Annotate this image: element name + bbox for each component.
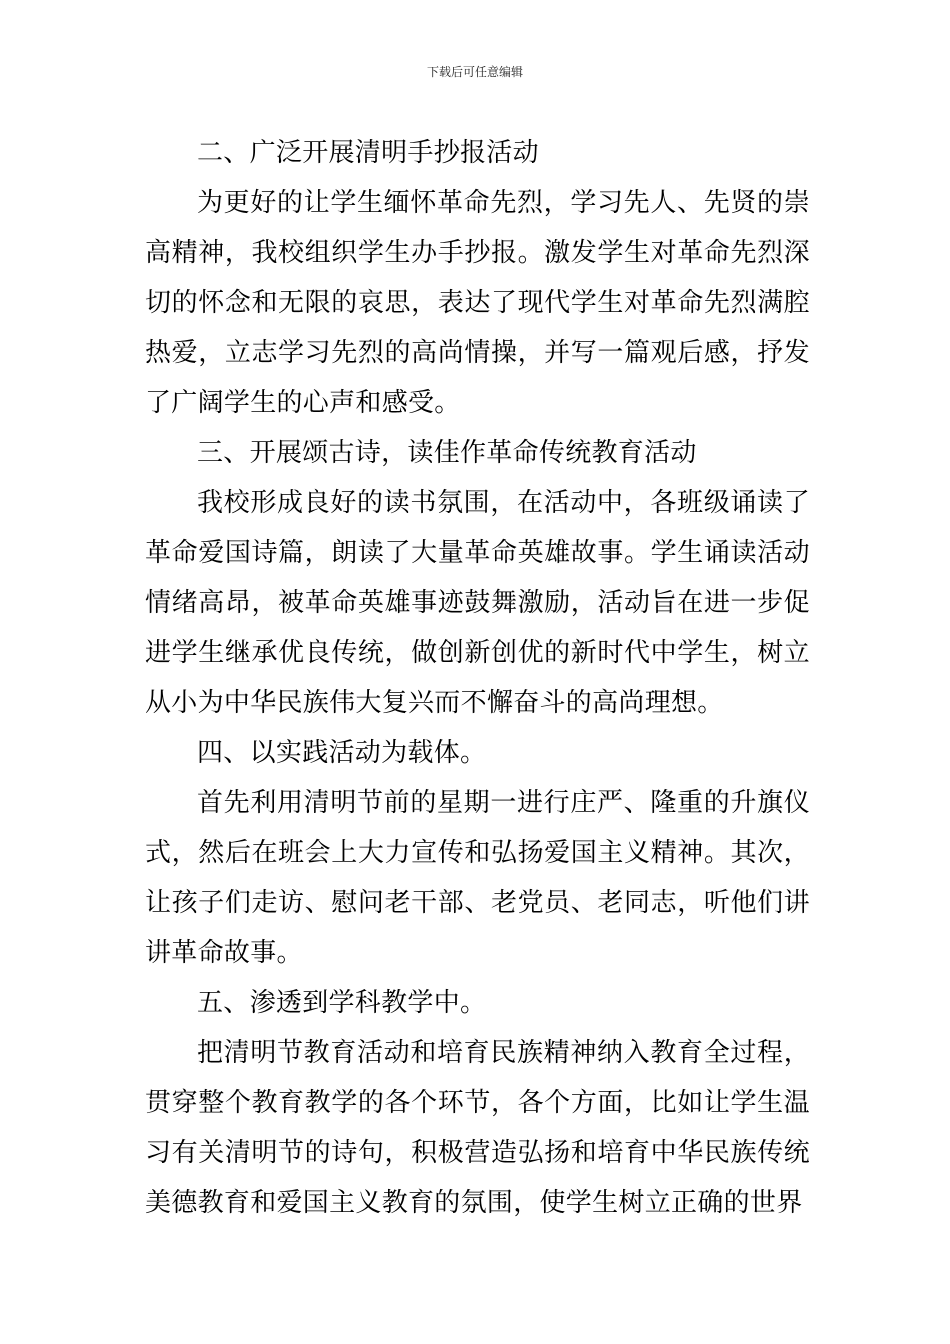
page-header: 下载后可任意编辑 [426, 65, 523, 79]
paragraph: 首先利用清明节前的星期一进行庄严、隆重的升旗仪式，然后在班会上大力宣传和弘扬爱国主义精神。其次，让孩子们走访、慰问老干部、老党员、老同志，听他们讲讲革命故事。 [145, 788, 810, 968]
paragraph: 为更好的让学生缅怀革命先烈，学习先人、先贤的崇高精神，我校组织学生办手抄报。激发学生对革命先烈深切的怀念和无限的哀思，表达了现代学生对革命先烈满腔热爱，立志学习先烈的高尚情操，并写一篇观后感，抒发了广阔学生的心声和感受。 [145, 188, 810, 418]
section-heading-3: 三、开展颂古诗，读佳作革命传统教育活动 [197, 438, 697, 468]
paragraph: 我校形成良好的读书氛围，在活动中，各班级诵读了革命爱国诗篇，朗读了大量革命英雄故事。学生诵读活动情绪高昂，被革命英雄事迹鼓舞激励，活动旨在进一步促进学生继承优良传统，做创新创优的新时代中学生，树立从小为中华民族伟大复兴而不懈奋斗的高尚理想。 [145, 488, 810, 718]
document-body [145, 128, 810, 1228]
section-heading-5: 五、渗透到学科教学中。 [197, 988, 487, 1018]
paragraph: 把清明节教育活动和培育民族精神纳入教育全过程，贯穿整个教育教学的各个环节，各个方面，比如让学生温习有关清明节的诗句，积极营造弘扬和培育中华民族传统美德教育和爱国主义教育的氛围，使学生树立正确的世界 [145, 1038, 810, 1218]
section-heading-2: 二、广泛开展清明手抄报活动 [197, 138, 539, 168]
section-heading-4: 四、以实践活动为载体。 [197, 738, 487, 768]
